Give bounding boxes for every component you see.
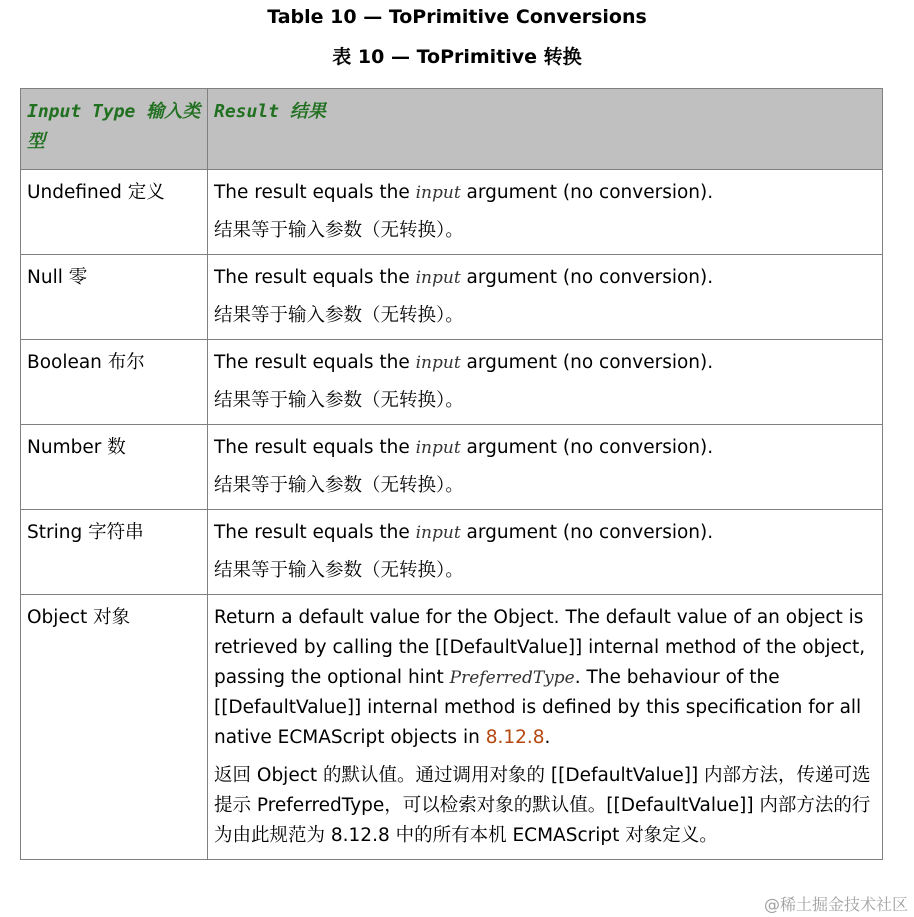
result-en: The result equals the input argument (no conversion). xyxy=(214,437,714,458)
input-variable: input xyxy=(415,438,461,458)
table-row xyxy=(21,340,883,425)
row-type: Undefined 定义 xyxy=(21,170,208,255)
result-en: The result equals the input argument (no conversion). xyxy=(214,182,714,203)
result-zh: 结果等于输入参数（无转换）。 xyxy=(214,560,464,581)
row-result xyxy=(208,340,883,425)
table-title-zh: 表 10 — ToPrimitive 转换 xyxy=(332,46,582,68)
row-type: Null 零 xyxy=(21,255,208,340)
toprimitive-table xyxy=(20,88,883,860)
input-variable: input xyxy=(415,523,461,543)
row-type: Object 对象 xyxy=(21,595,208,860)
input-variable: input xyxy=(415,353,461,373)
preferredtype-variable: PreferredType xyxy=(449,668,575,688)
result-zh: 返回 Object 的默认值。通过调用对象的 [[DefaultValue]] 内部方法，传递可选提示 PreferredType，可以检索对象的默认值。[[DefaultValue]] 内部方法的行为由此规范为 8.12.8 中的所有本机 ECMAScript 对象定义。 xyxy=(214,765,871,846)
result-zh: 结果等于输入参数（无转换）。 xyxy=(214,475,464,496)
row-result xyxy=(208,255,883,340)
section-link[interactable]: 8.12.8 xyxy=(485,727,545,748)
table-row xyxy=(21,425,883,510)
result-en: The result equals the input argument (no conversion). xyxy=(214,522,714,543)
row-type: String 字符串 xyxy=(21,510,208,595)
header-input-type: Input Type 输入类型 xyxy=(21,89,208,170)
header-result: Result 结果 xyxy=(208,89,883,170)
table-row xyxy=(21,255,883,340)
result-zh: 结果等于输入参数（无转换）。 xyxy=(214,390,464,411)
result-zh: 结果等于输入参数（无转换）。 xyxy=(214,305,464,326)
row-type: Boolean 布尔 xyxy=(21,340,208,425)
input-variable: input xyxy=(415,183,461,203)
table-title-en: Table 10 — ToPrimitive Conversions xyxy=(267,6,647,28)
result-en: The result equals the input argument (no conversion). xyxy=(214,352,714,373)
row-result xyxy=(208,510,883,595)
row-result xyxy=(208,425,883,510)
result-zh: 结果等于输入参数（无转换）。 xyxy=(214,220,464,241)
result-en: Return a default value for the Object. The default value of an object is retrieved by calling the [[DefaultValue]] internal method of the object, passing the optional hint PreferredType. The behaviour of the [[DefaultValue]] internal method is defined by this specification for all native ECMAScript objects in 8.12.8. xyxy=(214,607,866,748)
table-header-row xyxy=(21,89,883,170)
result-en: The result equals the input argument (no conversion). xyxy=(214,267,714,288)
input-variable: input xyxy=(415,268,461,288)
table-row xyxy=(21,170,883,255)
watermark: @稀土掘金技术社区 xyxy=(763,895,908,914)
row-result xyxy=(208,170,883,255)
table-row-object xyxy=(21,595,883,860)
table-row xyxy=(21,510,883,595)
row-type: Number 数 xyxy=(21,425,208,510)
row-result xyxy=(208,595,883,860)
